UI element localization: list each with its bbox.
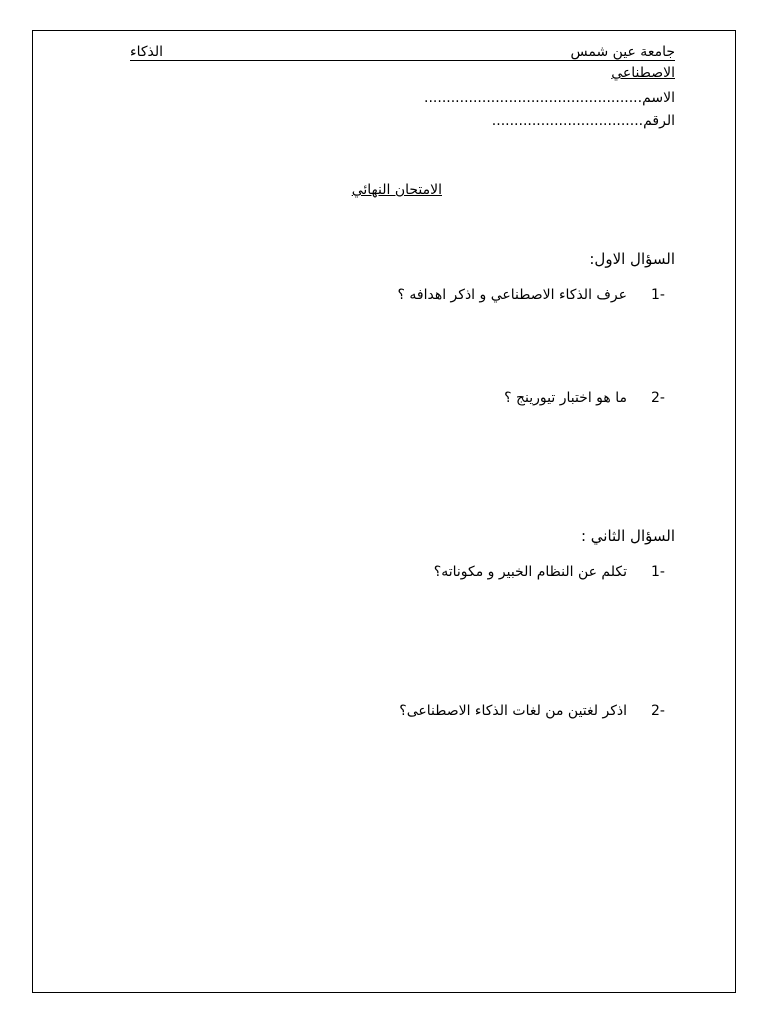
student-id-field: الرقم.................................. [491,113,675,129]
section-heading-1: السؤال الاول: [589,250,675,268]
question-text: اذكر لغتين من لغات الذكاء الاصطناعى؟ [399,703,627,719]
question-text: عرف الذكاء الاصطناعي و اذكر اهدافه ؟ [397,287,627,303]
question-number: 1- [651,287,665,303]
student-name-field: الاسم................................................. [424,90,675,106]
subject-name-part1: الذكاء [130,44,164,60]
section-heading-2: السؤال الثاني : [580,527,675,545]
university-name: جامعة عين شمس [570,44,675,60]
exam-page [32,30,736,993]
question-number: 1- [651,564,665,580]
question-text: تكلم عن النظام الخبير و مكوناته؟ [433,564,627,580]
question-number: 2- [651,703,665,719]
exam-title: الامتحان النهائي [351,182,442,198]
subject-name-part2: الاصطناعي [611,65,675,81]
question-text: ما هو اختبار تيورينج ؟ [504,390,627,406]
question-number: 2- [651,390,665,406]
